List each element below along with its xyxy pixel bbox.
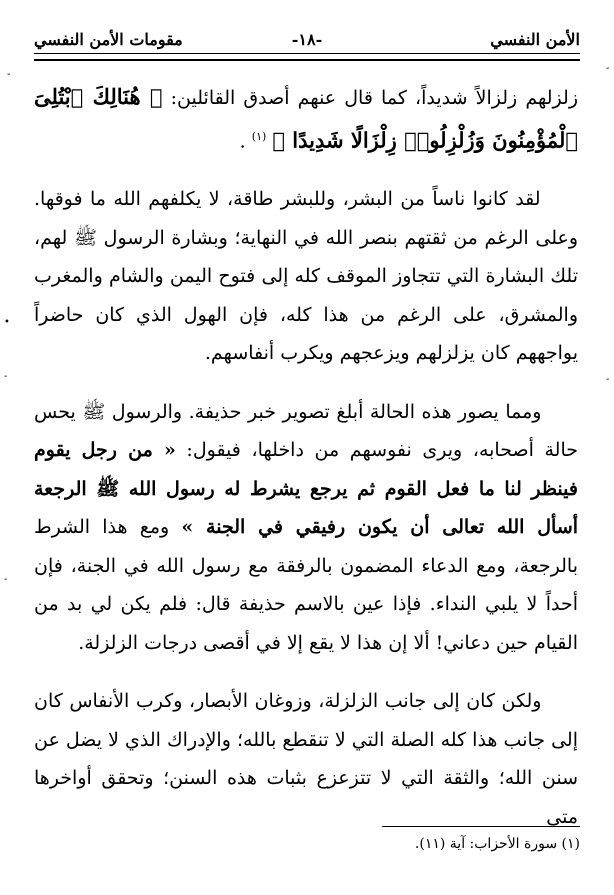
- page-body: [34, 78, 578, 836]
- margin-mark: -: [606, 374, 610, 385]
- footnote: (١) سورة الأحزاب: آية (١١).: [414, 836, 580, 852]
- paragraph-text: ولكن كان إلى جانب الزلزلة، وزوغان الأبصار، وكرب الأنفاس كان إلى جانب هذا كله الصلة التي لا تنقطع بالله؛ والإدراك الذي لا يضل عن سنن الله؛ والثقة التي لا تتزعزع بثبات هذه السنن؛ وتحقق أواخرها متى: [34, 690, 578, 828]
- footnote-rule: [382, 826, 580, 827]
- margin-mark: -: [4, 574, 8, 585]
- paragraph-hadith: [34, 393, 578, 663]
- quran-verse: ﴿ هُنَالِكَ ٱبْتُلِىَ ٱلْمُؤْمِنُونَ وَزُلْزِلُوا۟ زِلْزَالًا شَدِيدًا ﴾: [34, 84, 578, 152]
- paragraph: [34, 682, 578, 836]
- paragraph-text: .: [239, 129, 246, 152]
- hadith-quote: « من رجل يقوم فينظر لنا ما فعل القوم ثم يرجع يشرط له رسول الله ﷺ الرجعة أسأل الله تعالى أن يكون رفيقي في الجنة »: [34, 439, 579, 539]
- margin-mark: -: [4, 371, 8, 382]
- paragraph-text: ومما يصور هذه الحالة أبلغ تصوير خبر حذيفة. والرسول ﷺ يحس حالة أصحابه، ويرى نفوسهم من داخلها، فيقول:: [34, 400, 578, 462]
- running-header: [34, 26, 580, 52]
- page-number: -١٨-: [291, 30, 323, 49]
- paragraph-quran-quote: [34, 78, 578, 160]
- paragraph-text: زلزلهم زلزالاً شديداً، كما قال عنهم أصدق القائلين:: [162, 87, 578, 109]
- header-book-title: الأمن النفسي: [490, 30, 580, 49]
- header-rule: [34, 53, 580, 61]
- header-chapter-title: مقومات الأمن النفسي: [34, 30, 183, 49]
- margin-mark: -: [606, 63, 610, 74]
- margin-mark: •: [4, 317, 10, 328]
- paragraph-text: لقد كانوا ناساً من البشر، وللبشر طاقة، لا يكلفهم الله ما فوقها. وعلى الرغم من ثقتهم بنصر الله في النهاية؛ وبشارة الرسول ﷺ لهم، تلك البشارة التي تتجاوز الموقف كله إلى فتوح اليمن والشام والمغرب والمشرق، على الرغم من هذا كله، فإن الهول الذي كان حاضراً يواجههم كان يزلزلهم ويزعجهم ويكرب أنفاسهم.: [34, 188, 578, 365]
- paragraph-text: ومع هذا الشرط بالرجعة، ومع الدعاء المضمون بالرفقة مع رسول الله في الجنة، فإن أحداً لا يلبي النداء. فإذا عين بالاسم حذيفة قال: فلم يكن لي بد من القيام حين دعاني! ألا إن هذا لا يقع إلا في أقصى درجات الزلزلة.: [34, 516, 578, 654]
- footnote-reference: (١): [251, 129, 267, 143]
- paragraph: [34, 180, 578, 373]
- margin-mark: -: [7, 69, 11, 80]
